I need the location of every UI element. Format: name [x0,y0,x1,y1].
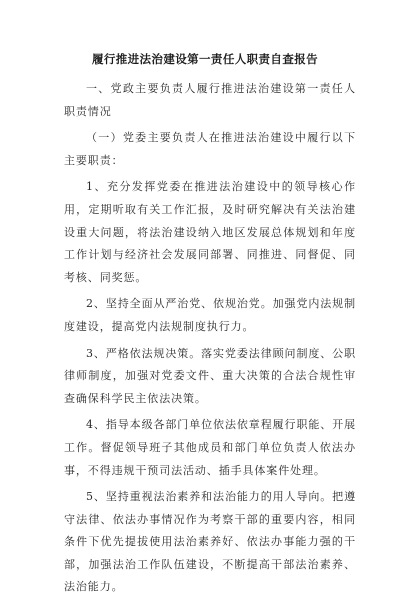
document-title: 履行推进法治建设第一责任人职责自查报告 [91,52,319,66]
section-heading-1: 一、党政主要负责人履行推进法治建设第一责任人职责情况 [64,82,356,118]
subsection-heading-1: （一）党委主要负责人在推进法治建设中履行以下主要职责： [64,131,356,167]
duty-item-3: 3、严格依法规决策。落实党委法律顾问制度、公职律师制度，加强对党委文件、重大决策的合法合规性审查确保科学民主依法决策。 [64,346,356,405]
duty-item-5: 5、坚持重视法治素养和法治能力的用人导向。把遵守法律、依法办事情况作为考察干部的重要内容，相同条件下优先提拔使用法治素养好、依法办事能力强的干部，加强法治工作队伍建设，不断提高干部法治素养、法治能力。 [64,490,356,594]
duty-item-1: 1、充分发挥党委在推进法治建设中的领导核心作用，定期听取有关工作汇报，及时研究解决有关法治建设重大问题，将法治建设纳入地区发展总体规划和年度工作计划与经济社会发展同部署、同推进、同督促、同考核、同奖惩。 [64,180,356,284]
duty-item-2: 2、坚持全面从严治党、依规治党。加强党内法规制度建设，提高党内法规制度执行力。 [64,297,356,333]
document-body [64,78,356,599]
duty-item-4: 4、指导本级各部门单位依法依章程履行职能、开展工作。督促领导班子其他成员和部门单位负责人依法办事，不得违规干预司法活动、插手具体案件处理。 [64,418,356,477]
